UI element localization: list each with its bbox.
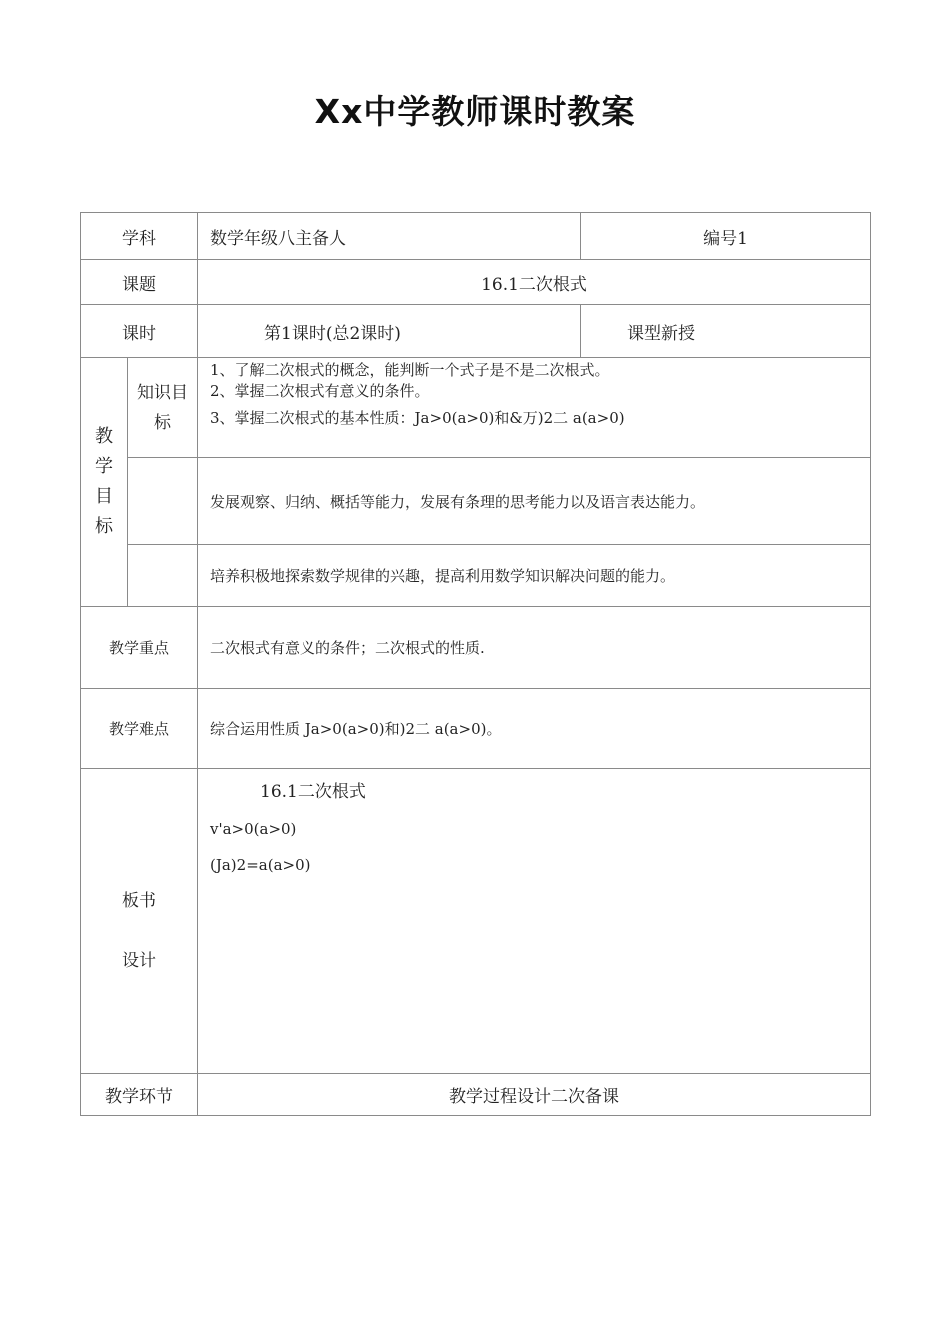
board-label-2: 设计 xyxy=(122,951,156,971)
period-label: 课时 xyxy=(81,305,198,358)
row-emotion-goal xyxy=(81,545,871,607)
subject-label: 学科 xyxy=(81,213,198,260)
row-ability-goal xyxy=(81,458,871,545)
topic-value: 16.1二次根式 xyxy=(198,260,871,305)
row-difficulty xyxy=(81,689,871,769)
difficulty-label: 教学难点 xyxy=(81,689,198,769)
board-line-1: v'a>0(a>0) xyxy=(210,820,297,838)
difficulty-value: 综合运用性质 Ja>0(a>0)和)2二 a(a>0)。 xyxy=(198,689,871,769)
key-value: 二次根式有意义的条件；二次根式的性质. xyxy=(198,607,871,689)
row-period xyxy=(81,305,871,358)
knowledge-label-cell xyxy=(128,358,198,458)
goals-label: 教学目标 xyxy=(95,426,113,537)
subject-value: 数学年级八主备人 xyxy=(198,213,581,260)
lesson-type: 课型新授 xyxy=(581,305,871,358)
row-knowledge-goals xyxy=(81,358,871,458)
goals-label-cell xyxy=(81,358,128,607)
page-title: Xx中学教师课时教案 xyxy=(314,92,636,131)
topic-label: 课题 xyxy=(81,260,198,305)
row-topic xyxy=(81,260,871,305)
knowledge-goal-2: 2、掌握二次根式有意义的条件。 xyxy=(210,382,430,400)
knowledge-goal-1: 1、了解二次根式的概念，能判断一个式子是不是二次根式。 xyxy=(210,361,610,379)
row-teaching-stage xyxy=(81,1074,871,1116)
ability-label-cell xyxy=(128,458,198,545)
board-title: 16.1二次根式 xyxy=(260,782,366,802)
board-label-cell xyxy=(81,769,198,1074)
ability-goal: 发展观察、归纳、概括等能力，发展有条理的思考能力以及语言表达能力。 xyxy=(198,458,871,545)
knowledge-goal-3: 3、掌握二次根式的基本性质：Ja>0(a>0)和&万)2二 a(a>0) xyxy=(210,409,625,427)
stage-value: 教学过程设计二次备课 xyxy=(198,1074,871,1116)
row-key-points xyxy=(81,607,871,689)
stage-label: 教学环节 xyxy=(81,1074,198,1116)
emotion-goal: 培养积极地探索数学规律的兴趣，提高利用数学知识解决问题的能力。 xyxy=(198,545,871,607)
lesson-plan-table xyxy=(80,212,871,1116)
board-label-1: 板书 xyxy=(122,891,156,911)
knowledge-label: 知识目标 xyxy=(137,382,188,433)
board-content xyxy=(198,769,871,1074)
key-label: 教学重点 xyxy=(81,607,198,689)
row-board-design xyxy=(81,769,871,1074)
knowledge-goals xyxy=(198,358,871,458)
emotion-label-cell xyxy=(128,545,198,607)
period-value: 第1课时(总2课时) xyxy=(198,305,581,358)
row-subject xyxy=(81,213,871,260)
board-line-2: (Ja)2=a(a>0) xyxy=(210,856,311,874)
number-value: 编号1 xyxy=(581,213,871,260)
